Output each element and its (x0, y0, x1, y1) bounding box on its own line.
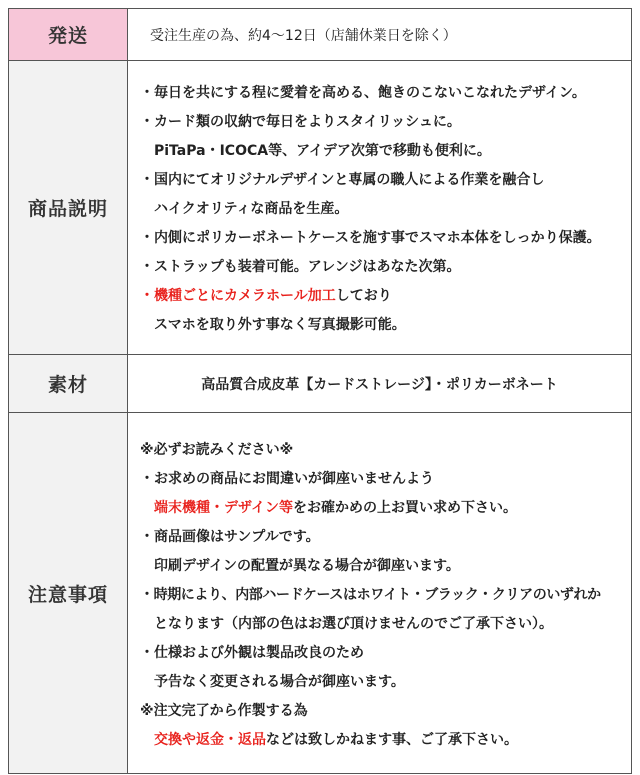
description-line: PiTaPa・ICOCA等、アイデア次第で移動も便利に。 (154, 143, 491, 159)
notes-line: となります（内部の色はお選び頂けませんのでご了承下さい）。 (154, 615, 553, 632)
return-exchange-highlight: 交換や返金・返品 (154, 731, 266, 748)
label-notes: 注意事項 (9, 413, 128, 774)
notes-line: ・仕様および外観は製品改良のため (140, 644, 364, 661)
row-description (9, 61, 632, 355)
row-notes (9, 413, 632, 774)
notes-line (140, 494, 631, 523)
description-line: ハイクオリティな商品を生産。 (154, 201, 349, 217)
model-design-highlight: 端末機種・デザイン等 (154, 499, 294, 516)
description-line: ・毎日を共にする程に愛着を高める、飽きのこないこなれたデザイン。 (140, 85, 586, 101)
notes-line: ・時期により、内部ハードケースはホワイト・ブラック・クリアのいずれか (140, 586, 601, 603)
row-shipping (9, 9, 632, 61)
description-line: ・カード類の収納で毎日をよりスタイリッシュに。 (140, 114, 461, 130)
notes-lines (128, 432, 631, 755)
description-line: スマホを取り外す事なく写真撮影可能。 (154, 317, 406, 333)
camera-hole-rest: しており (335, 288, 392, 304)
notes-line-rest: などは致しかねます事、ご了承下さい。 (266, 731, 518, 748)
value-shipping: 受注生産の為、約4～12日（店舗休業日を除く） (128, 9, 632, 61)
notes-line: ・商品画像はサンプルです。 (140, 528, 320, 545)
notes-line: ※必ずお読みください※ (140, 441, 294, 458)
notes-line-rest: をお確かめの上お買い求め下さい。 (293, 499, 518, 516)
notes-line: 予告なく変更される場合が御座います。 (154, 673, 405, 690)
product-spec-table (8, 8, 632, 774)
label-shipping: 発送 (9, 9, 128, 61)
description-lines (128, 75, 631, 340)
label-description: 商品説明 (9, 61, 128, 355)
description-line: ・ストラップも装着可能。アレンジはあなた次第。 (140, 259, 461, 275)
description-line (140, 282, 631, 311)
camera-hole-highlight: ・機種ごとにカメラホール加工 (140, 288, 336, 304)
notes-line: ・お求めの商品にお間違いが御座いませんよう (140, 470, 434, 487)
row-material (9, 355, 632, 413)
label-material: 素材 (9, 355, 128, 413)
value-material: 高品質合成皮革【カードストレージ】・ポリカーボネート (128, 355, 632, 413)
description-line: ・国内にてオリジナルデザインと専属の職人による作業を融合し (140, 172, 545, 188)
notes-line: ※注文完了から作製する為 (140, 702, 308, 719)
notes-line (140, 726, 631, 755)
value-notes (128, 413, 632, 774)
notes-line: 印刷デザインの配置が異なる場合が御座います。 (154, 557, 460, 574)
description-line: ・内側にポリカーボネートケースを施す事でスマホ本体をしっかり保護。 (140, 230, 601, 246)
value-description (128, 61, 632, 355)
